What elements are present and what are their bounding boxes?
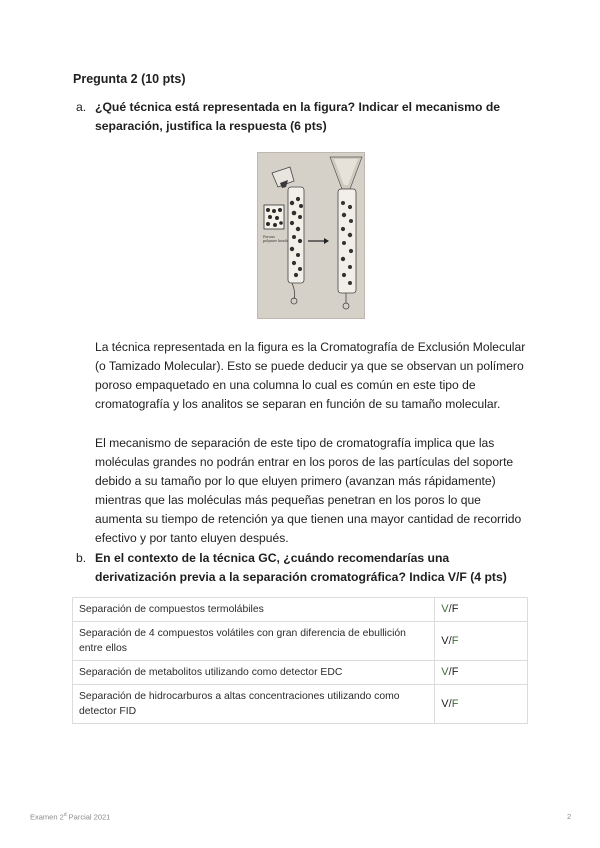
footer-exam-label	[30, 812, 110, 822]
false-option[interactable]: F	[451, 666, 459, 678]
svg-text:polymer beads: polymer beads	[263, 239, 289, 243]
true-false-table	[72, 597, 528, 724]
item-a-marker: a.	[76, 100, 87, 114]
option-separator: /	[448, 634, 452, 647]
chromatography-column-figure	[257, 152, 365, 319]
footer-prefix: Examen 2	[30, 812, 64, 822]
item-b-prompt: En el contexto de la técnica GC, ¿cuándo recomendarías una derivatización previa a la separación cromatográfica? Indica V/F (4 pts)	[95, 551, 507, 584]
footer-suffix: Parcial 2021	[66, 812, 111, 822]
item-b	[76, 549, 526, 587]
vf-answer-cell	[435, 661, 528, 685]
statement-cell: Separación de hidrocarburos a altas concentraciones utilizando como detector FID	[73, 685, 435, 724]
question-title: Pregunta 2 (10 pts)	[73, 72, 186, 86]
column-illustration	[258, 153, 364, 318]
option-separator: /	[448, 697, 452, 710]
option-separator: /	[448, 603, 452, 615]
option-separator: /	[448, 666, 452, 678]
answer-a-paragraph-2: El mecanismo de separación de este tipo de cromatografía implica que las moléculas grandes no podrán entrar en los poros de las partículas del soporte debido a su tamaño por lo que eluyen primero (avanzan más rápidamente) mientras que las moléculas más pequeñas penetran en los poros lo que aumenta su tiempo de retención ya que tienen una mayor cantidad de recorrido efectivo y por tanto eluyen después.	[95, 436, 522, 545]
vf-answer-cell	[435, 622, 528, 661]
page-number: 2	[567, 812, 572, 821]
answer-a-paragraph-1: La técnica representada en la figura es la Cromatografía de Exclusión Molecular (o Tamizado Molecular). Esto se puede deducir ya que se observan un polímero poroso empaquetado en una columna lo cual es común en este tipo de cromatografía y los analitos se separan en función de su tamaño molecular.	[95, 340, 526, 411]
true-option[interactable]: V	[441, 697, 449, 710]
statement-cell: Separación de compuestos termolábiles	[73, 598, 435, 622]
vf-answer-cell	[435, 598, 528, 622]
table-row	[73, 622, 528, 661]
svg-text:Porous: Porous	[263, 235, 275, 239]
true-option[interactable]: V	[441, 666, 449, 678]
table-row	[73, 661, 528, 685]
table-row	[73, 685, 528, 724]
true-option[interactable]: V	[441, 603, 449, 615]
false-option[interactable]: F	[451, 603, 459, 615]
item-a	[76, 98, 526, 136]
true-option[interactable]: V	[441, 634, 449, 647]
false-option[interactable]: F	[451, 697, 459, 710]
false-option[interactable]: F	[451, 634, 459, 647]
table-row	[73, 598, 528, 622]
statement-cell: Separación de 4 compuestos volátiles con gran diferencia de ebullición entre ellos	[73, 622, 435, 661]
vf-answer-cell	[435, 685, 528, 724]
statement-cell: Separación de metabolitos utilizando como detector EDC	[73, 661, 435, 685]
item-a-prompt: ¿Qué técnica está representada en la figura? Indicar el mecanismo de separación, justifica la respuesta (6 pts)	[95, 100, 501, 133]
footer-superscript: d	[63, 812, 67, 818]
item-b-marker: b.	[76, 551, 87, 565]
